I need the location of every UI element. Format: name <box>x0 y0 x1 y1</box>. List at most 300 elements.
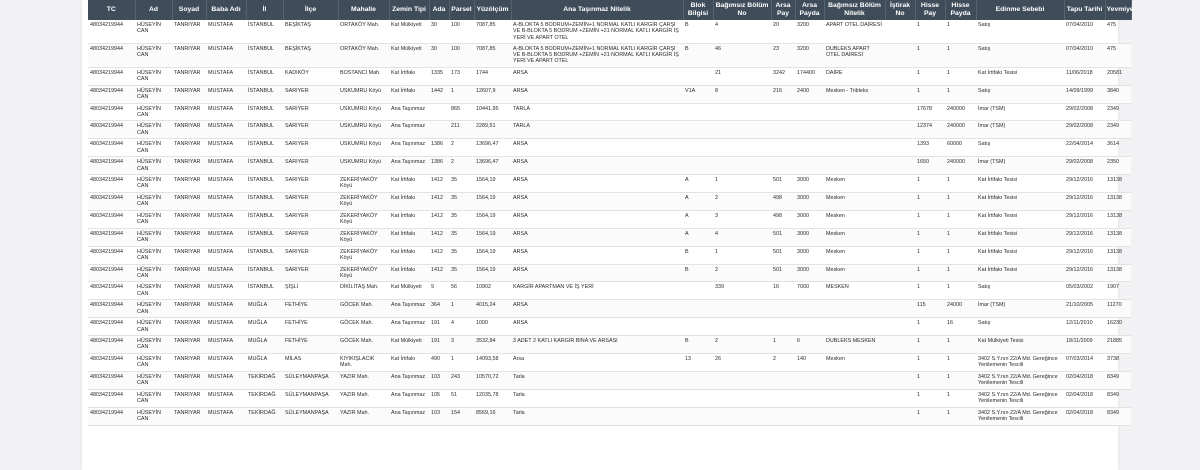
table-cell: Kat İrtifakı Tesisi <box>976 193 1064 211</box>
table-cell: MUSTAFA <box>206 282 246 300</box>
table-cell: KADIKÖY <box>283 67 338 85</box>
table-cell: Mesken <box>824 210 885 228</box>
table-cell: 48034219944 <box>88 264 135 282</box>
table-cell <box>795 121 824 139</box>
table-cell: 1 <box>915 85 945 103</box>
table-cell: SARIYER <box>283 175 338 193</box>
table-cell: 3840 <box>1105 85 1131 103</box>
table-cell: TANRIYAR <box>172 121 206 139</box>
table-cell: MUSTAFA <box>206 300 246 318</box>
table-cell: 3532,84 <box>474 336 511 354</box>
table-cell: ŞİŞLİ <box>283 282 338 300</box>
table-cell: 173 <box>449 67 474 85</box>
table-cell: 3738 <box>1105 354 1131 372</box>
table-cell: Kat İrtifakı <box>389 85 429 103</box>
table-cell: 48034219944 <box>88 336 135 354</box>
table-cell: 1650 <box>915 157 945 175</box>
table-cell: 2 <box>713 264 771 282</box>
table-cell: 07/04/2010 <box>1064 20 1105 43</box>
table-cell: 1 <box>915 318 945 336</box>
table-cell: 22/04/2014 <box>1064 139 1105 157</box>
table-cell: 11/06/2018 <box>1064 67 1105 85</box>
table-cell: 6 <box>795 336 824 354</box>
table-cell <box>885 389 915 407</box>
table-cell: APART OTEL DAİRESİ <box>824 20 885 43</box>
table-row <box>88 157 1131 175</box>
table-cell: 1 <box>945 282 976 300</box>
table-cell: İSTANBUL <box>246 228 283 246</box>
table-cell <box>795 157 824 175</box>
table-cell: 29/02/2008 <box>1064 121 1105 139</box>
table-cell: HÜSEYİN CAN <box>135 336 172 354</box>
table-cell <box>885 193 915 211</box>
table-cell: SARIYER <box>283 210 338 228</box>
table-cell <box>885 43 915 67</box>
table-cell: B <box>683 336 713 354</box>
table-cell: SARIYER <box>283 228 338 246</box>
table-cell: 48034219944 <box>88 371 135 389</box>
table-cell: 1 <box>915 282 945 300</box>
table-cell: USKUMRU Köyü <box>338 157 389 175</box>
column-header: İlçe <box>283 0 338 20</box>
table-cell: HÜSEYİN CAN <box>135 175 172 193</box>
table-cell <box>771 121 795 139</box>
table-cell: 56 <box>449 282 474 300</box>
table-cell: DAİRE <box>824 67 885 85</box>
table-cell: DİKİLİTAŞ Mah. <box>338 282 389 300</box>
table-cell <box>885 67 915 85</box>
table-cell <box>824 121 885 139</box>
table-cell: 51 <box>449 389 474 407</box>
table-cell: Kat İrtifakı Tesisi <box>976 210 1064 228</box>
table-cell: BEŞİKTAŞ <box>283 20 338 43</box>
table-cell: MUSTAFA <box>206 43 246 67</box>
table-cell: A <box>683 193 713 211</box>
table-cell: HÜSEYİN CAN <box>135 193 172 211</box>
table-cell <box>885 246 915 264</box>
table-cell: MUSTAFA <box>206 354 246 372</box>
table-cell: ARSA <box>511 318 683 336</box>
table-cell: TANRIYAR <box>172 300 206 318</box>
table-cell: 13696,47 <box>474 157 511 175</box>
table-cell: 1 <box>915 371 945 389</box>
table-cell: HÜSEYİN CAN <box>135 139 172 157</box>
table-cell: 1 <box>915 336 945 354</box>
table-cell: Kat İrtifakı Tesisi <box>976 175 1064 193</box>
table-cell: Tarla <box>511 389 683 407</box>
table-cell: ARSA <box>511 210 683 228</box>
table-cell: 191 <box>429 318 449 336</box>
table-cell: 1412 <box>429 228 449 246</box>
table-cell: TANRIYAR <box>172 20 206 43</box>
table-cell: 60000 <box>945 139 976 157</box>
table-cell: HÜSEYİN CAN <box>135 318 172 336</box>
table-cell: HÜSEYİN CAN <box>135 300 172 318</box>
table-cell: Ana Taşınmaz <box>389 407 429 425</box>
table-cell: Ana Taşınmaz <box>389 139 429 157</box>
table-cell <box>824 407 885 425</box>
table-cell: USKUMRU Köyü <box>338 103 389 121</box>
table-cell: 16 <box>945 318 976 336</box>
table-cell: MUSTAFA <box>206 246 246 264</box>
table-cell <box>824 157 885 175</box>
table-cell: MUĞLA <box>246 354 283 372</box>
table-cell: HÜSEYİN CAN <box>135 228 172 246</box>
table-cell: TANRIYAR <box>172 193 206 211</box>
table-cell: 1 <box>915 354 945 372</box>
table-cell: 1 <box>915 210 945 228</box>
table-cell: İSTANBUL <box>246 210 283 228</box>
table-cell: 48034219944 <box>88 85 135 103</box>
table-cell: TANRIYAR <box>172 43 206 67</box>
table-row <box>88 389 1131 407</box>
table-cell: 1 <box>915 389 945 407</box>
property-table <box>88 0 1132 426</box>
column-header: Ad <box>135 0 172 20</box>
table-cell: 475 <box>1105 43 1131 67</box>
table-cell: MUSTAFA <box>206 121 246 139</box>
table-cell <box>885 354 915 372</box>
table-row <box>88 336 1131 354</box>
table-cell: 21/10/2005 <box>1064 300 1105 318</box>
table-cell: İSTANBUL <box>246 43 283 67</box>
column-header: Blok Bilgisi <box>683 0 713 20</box>
table-cell <box>683 300 713 318</box>
table-cell: 13138 <box>1105 246 1131 264</box>
table-cell <box>795 318 824 336</box>
table-cell: TANRIYAR <box>172 157 206 175</box>
table-cell: Kat Mülkiyeti Tesisi <box>976 336 1064 354</box>
table-cell: MUĞLA <box>246 336 283 354</box>
table-cell <box>824 139 885 157</box>
table-cell: YAZIR Mah. <box>338 371 389 389</box>
table-cell: MUSTAFA <box>206 67 246 85</box>
table-cell <box>885 175 915 193</box>
table-cell: TEKİRDAĞ <box>246 407 283 425</box>
table-cell: 1412 <box>429 246 449 264</box>
table-cell: 1 <box>713 175 771 193</box>
table-cell: TANRIYAR <box>172 228 206 246</box>
table-cell: A-BLOKTA 5 BODRUM+ZEMİN+1 NORMAL KATLI KARGİR ÇARŞI VE B-BLOKTA 5 BODRUM +ZEMİN +21 NORMAL KATLI KARGİR İŞ YERİ VE APART OTEL <box>511 43 683 67</box>
table-cell: Mesken <box>824 228 885 246</box>
table-cell: Ana Taşınmaz <box>389 371 429 389</box>
table-cell: İSTANBUL <box>246 193 283 211</box>
table-cell: TANRIYAR <box>172 282 206 300</box>
table-cell: 13 <box>683 354 713 372</box>
table-cell: HÜSEYİN CAN <box>135 20 172 43</box>
table-cell: HÜSEYİN CAN <box>135 282 172 300</box>
table-cell: 29/02/2008 <box>1064 157 1105 175</box>
table-cell: SARIYER <box>283 139 338 157</box>
table-cell: ARSA <box>511 175 683 193</box>
table-cell: 05/03/2002 <box>1064 282 1105 300</box>
table-cell <box>713 157 771 175</box>
table-cell <box>824 300 885 318</box>
table-cell: TANRIYAR <box>172 264 206 282</box>
table-cell: 1 <box>945 336 976 354</box>
table-cell: 1386 <box>429 139 449 157</box>
table-row <box>88 175 1131 193</box>
table-cell: 1412 <box>429 193 449 211</box>
table-cell: 174400 <box>795 67 824 85</box>
table-cell: Mesken <box>824 246 885 264</box>
table-cell: 20581 <box>1105 67 1131 85</box>
table-cell: 35 <box>449 246 474 264</box>
table-cell: 48034219944 <box>88 157 135 175</box>
table-body <box>88 20 1131 425</box>
table-cell: TANRIYAR <box>172 210 206 228</box>
table-cell: 13138 <box>1105 193 1131 211</box>
table-cell: 8 <box>713 85 771 103</box>
table-cell: 12/11/2010 <box>1064 318 1105 336</box>
table-cell: 865 <box>449 103 474 121</box>
table-cell: Ana Taşınmaz <box>389 318 429 336</box>
table-cell: 2349 <box>1105 121 1131 139</box>
table-cell: 16230 <box>1105 318 1131 336</box>
table-cell: 1564,19 <box>474 264 511 282</box>
table-cell: 2 <box>449 157 474 175</box>
table-cell <box>885 121 915 139</box>
table-cell: 48034219944 <box>88 193 135 211</box>
table-cell <box>713 389 771 407</box>
table-cell: İSTANBUL <box>246 85 283 103</box>
table-cell: Mesken <box>824 264 885 282</box>
table-cell <box>885 20 915 43</box>
table-cell: ARSA <box>511 157 683 175</box>
table-cell <box>683 407 713 425</box>
table-cell: GÖCEK Mah. <box>338 318 389 336</box>
table-cell: MUSTAFA <box>206 103 246 121</box>
table-cell: A <box>683 175 713 193</box>
table-cell: 48034219944 <box>88 121 135 139</box>
table-cell: 17678 <box>915 103 945 121</box>
table-cell: MUSTAFA <box>206 389 246 407</box>
table-cell: MUĞLA <box>246 300 283 318</box>
table-cell: Satış <box>976 20 1064 43</box>
table-cell: MUSTAFA <box>206 264 246 282</box>
table-cell: 1 <box>945 389 976 407</box>
column-header: Ana Taşınmaz Nitelik <box>511 0 683 20</box>
table-cell: 29/12/2016 <box>1064 264 1105 282</box>
table-cell: 1 <box>915 264 945 282</box>
table-cell: USKUMRU Köyü <box>338 139 389 157</box>
table-cell: HÜSEYİN CAN <box>135 85 172 103</box>
table-cell <box>771 300 795 318</box>
table-cell: 48034219944 <box>88 175 135 193</box>
table-cell: 7087,85 <box>474 20 511 43</box>
table-cell: 07/04/2010 <box>1064 43 1105 67</box>
table-cell: ARSA <box>511 67 683 85</box>
table-cell: Ana Taşınmaz <box>389 389 429 407</box>
table-cell: 48034219944 <box>88 228 135 246</box>
table-cell: İmar (TSM) <box>976 300 1064 318</box>
table-cell: 1000 <box>474 318 511 336</box>
table-cell: 1564,19 <box>474 210 511 228</box>
column-header: İl <box>246 0 283 20</box>
table-cell: 14093,58 <box>474 354 511 372</box>
table-cell: 26 <box>713 354 771 372</box>
table-cell: 211 <box>449 121 474 139</box>
table-cell <box>771 139 795 157</box>
table-cell: A <box>683 210 713 228</box>
table-row <box>88 139 1131 157</box>
table-cell: 1744 <box>474 67 511 85</box>
table-cell: 501 <box>771 264 795 282</box>
table-cell <box>795 103 824 121</box>
table-cell: TANRIYAR <box>172 246 206 264</box>
table-cell <box>683 371 713 389</box>
table-cell: 3 <box>449 336 474 354</box>
table-cell: 48034219944 <box>88 300 135 318</box>
table-cell: İSTANBUL <box>246 139 283 157</box>
table-cell: Kat İrtifakı Tesisi <box>976 67 1064 85</box>
table-cell: DUBLEKS MESKEN <box>824 336 885 354</box>
table-cell <box>824 318 885 336</box>
table-row <box>88 407 1131 425</box>
table-cell: 1412 <box>429 175 449 193</box>
table-cell: Ana Taşınmaz <box>389 300 429 318</box>
table-cell <box>795 389 824 407</box>
table-cell: Mesken <box>824 193 885 211</box>
table-cell: 240000 <box>945 157 976 175</box>
table-cell <box>771 389 795 407</box>
table-cell <box>885 85 915 103</box>
table-cell: 240000 <box>945 103 976 121</box>
table-cell: Kat İrtifakı <box>389 228 429 246</box>
table-row <box>88 103 1131 121</box>
table-cell: HÜSEYİN CAN <box>135 354 172 372</box>
table-cell: 498 <box>771 210 795 228</box>
table-cell: MUSTAFA <box>206 210 246 228</box>
table-cell <box>683 103 713 121</box>
table-cell: HÜSEYİN CAN <box>135 407 172 425</box>
table-cell: B <box>683 43 713 67</box>
table-cell: 35 <box>449 193 474 211</box>
table-row <box>88 67 1131 85</box>
table-cell: 3000 <box>795 175 824 193</box>
table-cell <box>771 157 795 175</box>
table-cell <box>713 139 771 157</box>
table-cell: Kat Mülkiyeti <box>389 43 429 67</box>
table-cell: TANRIYAR <box>172 407 206 425</box>
table-cell: FETHİYE <box>283 318 338 336</box>
table-cell: ARSA <box>511 264 683 282</box>
table-cell: 8569,16 <box>474 407 511 425</box>
table-cell: 216 <box>771 85 795 103</box>
column-header: Mahalle <box>338 0 389 20</box>
table-cell: 48034219944 <box>88 389 135 407</box>
table-cell: 7000 <box>795 282 824 300</box>
table-cell: Satış <box>976 43 1064 67</box>
table-cell: TANRIYAR <box>172 371 206 389</box>
table-cell: 14/09/1999 <box>1064 85 1105 103</box>
table-cell: İSTANBUL <box>246 175 283 193</box>
table-cell: 1 <box>915 67 945 85</box>
table-cell: 13138 <box>1105 175 1131 193</box>
table-cell: 3200 <box>795 43 824 67</box>
table-cell: MUSTAFA <box>206 193 246 211</box>
table-cell <box>683 389 713 407</box>
table-cell: BOSTANCI Mah. <box>338 67 389 85</box>
table-cell: ZEKERİYAKÖY Köyü <box>338 264 389 282</box>
table-cell <box>771 371 795 389</box>
table-cell: 3402 S.Y.nın 22/A Md. Gereğince Yenilemenin Tescili <box>976 407 1064 425</box>
table-cell: HÜSEYİN CAN <box>135 121 172 139</box>
table-cell: TANRIYAR <box>172 103 206 121</box>
table-cell <box>795 139 824 157</box>
column-header: Arsa Pay <box>771 0 795 20</box>
table-cell: B <box>683 264 713 282</box>
table-cell: İmar (TSM) <box>976 121 1064 139</box>
table-cell: 501 <box>771 175 795 193</box>
table-cell: 105 <box>429 389 449 407</box>
table-cell: SARIYER <box>283 246 338 264</box>
column-header: Ada <box>429 0 449 20</box>
table-cell: Kat İrtifakı <box>389 210 429 228</box>
table-cell: 48034219944 <box>88 67 135 85</box>
table-cell: 1442 <box>429 85 449 103</box>
table-cell: 4 <box>713 20 771 43</box>
table-cell: 100 <box>449 43 474 67</box>
table-cell: TANRIYAR <box>172 354 206 372</box>
table-cell: 23 <box>771 43 795 67</box>
table-row <box>88 121 1131 139</box>
table-cell: 1564,19 <box>474 175 511 193</box>
table-cell: Satış <box>976 85 1064 103</box>
column-header: Tapu Tarihi <box>1064 0 1105 20</box>
table-cell: 1 <box>945 228 976 246</box>
table-cell: 1 <box>915 246 945 264</box>
table-cell <box>885 228 915 246</box>
table-cell: 8349 <box>1105 407 1131 425</box>
table-cell: 1 <box>945 407 976 425</box>
table-cell: İSTANBUL <box>246 246 283 264</box>
table-cell: 1 <box>449 300 474 318</box>
table-cell: USKUMRU Köyü <box>338 121 389 139</box>
table-cell: MUSTAFA <box>206 371 246 389</box>
table-cell: 30 <box>429 20 449 43</box>
table-cell: 1 <box>915 407 945 425</box>
table-cell: Tarla <box>511 407 683 425</box>
table-cell: 4015,24 <box>474 300 511 318</box>
table-cell: HÜSEYİN CAN <box>135 157 172 175</box>
table-cell: Kat İrtifakı <box>389 175 429 193</box>
table-cell: ZEKERİYAKÖY Köyü <box>338 210 389 228</box>
table-cell <box>885 139 915 157</box>
table-cell: 1 <box>945 210 976 228</box>
table-cell: ZEKERİYAKÖY Köyü <box>338 193 389 211</box>
column-header: Soyad <box>172 0 206 20</box>
table-cell: 02/04/2018 <box>1064 407 1105 425</box>
table-cell: 29/12/2016 <box>1064 228 1105 246</box>
table-cell: ZEKERİYAKÖY Köyü <box>338 228 389 246</box>
table-cell: 1 <box>915 228 945 246</box>
table-cell <box>683 157 713 175</box>
table-cell: SARIYER <box>283 157 338 175</box>
table-row <box>88 20 1131 43</box>
table-cell: SARIYER <box>283 264 338 282</box>
table-cell: Kat İrtifakı Tesisi <box>976 228 1064 246</box>
table-row <box>88 318 1131 336</box>
table-cell: MUSTAFA <box>206 336 246 354</box>
table-cell: İmar (TSM) <box>976 103 1064 121</box>
table-cell <box>885 407 915 425</box>
table-cell: ARSA <box>511 193 683 211</box>
table-cell: 1386 <box>429 157 449 175</box>
table-cell: 1 <box>945 371 976 389</box>
table-cell: 3000 <box>795 210 824 228</box>
table-cell: Ana Taşınmaz <box>389 121 429 139</box>
